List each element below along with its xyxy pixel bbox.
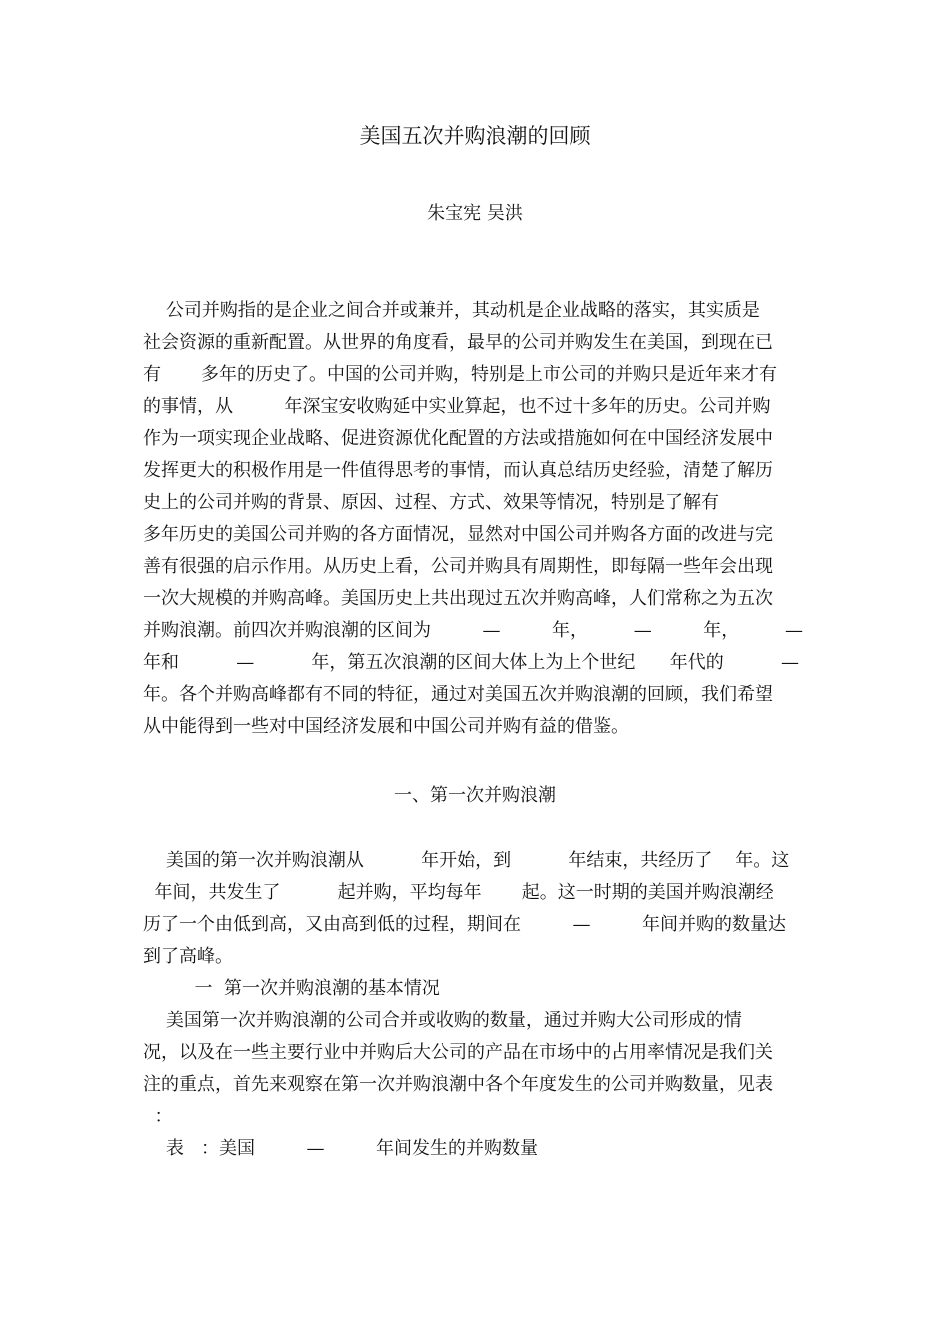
text-line: 有 多年的历史了。中国的公司并购，特别是上市公司的并购只是近年来才有 <box>143 364 778 385</box>
text-line: 一次大规模的并购高峰。美国历史上共出现过五次并购高峰，人们常称之为五次 <box>143 588 773 609</box>
text-line: ： <box>143 1106 173 1127</box>
text-line: 年间，共发生了 起并购，平均每年 起。这一时期的美国并购浪潮经 <box>143 882 774 903</box>
text-line: 历了一个由低到高，又由高到低的过程，期间在 — 年间并购的数量达 <box>143 914 786 935</box>
section-heading: 一、第一次并购浪潮 <box>394 785 556 806</box>
document-authors: 朱宝宪 吴洪 <box>427 203 523 224</box>
text-line: 公司并购指的是企业之间合并或兼并，其动机是企业战略的落实，其实质是 <box>143 300 760 321</box>
text-line: 年。各个并购高峰都有不同的特征，通过对美国五次并购浪潮的回顾，我们希望 <box>143 684 773 705</box>
text-line: 美国的第一次并购浪潮从 年开始，到 年结束，共经历了 年。这 <box>143 850 790 871</box>
text-line: 社会资源的重新配置。从世界的角度看，最早的公司并购发生在美国，到现在已 <box>143 332 773 353</box>
text-line: 美国第一次并购浪潮的公司合并或收购的数量，通过并购大公司形成的情 <box>143 1010 742 1031</box>
text-line: 年和 — 年，第五次浪潮的区间大体上为上个世纪 年代的 — <box>143 652 799 673</box>
text-line: 的事情，从 年深宝安收购延中实业算起，也不过十多年的历史。公司并购 <box>143 396 771 417</box>
subsection-heading: 一 第一次并购浪潮的基本情况 <box>143 978 440 999</box>
text-line: 发挥更大的积极作用是一件值得思考的事情，而认真总结历史经验，清楚了解历 <box>143 460 773 481</box>
text-line: 况，以及在一些主要行业中并购后大公司的产品在市场中的占用率情况是我们关 <box>143 1042 773 1063</box>
text-line: 并购浪潮。前四次并购浪潮的区间为 — 年， — 年， — <box>143 620 804 641</box>
text-line: 多年历史的美国公司并购的各方面情况，显然对中国公司并购各方面的改进与完 <box>143 524 773 545</box>
text-line: 注的重点，首先来观察在第一次并购浪潮中各个年度发生的公司并购数量，见表 <box>143 1074 773 1095</box>
text-line: 从中能得到一些对中国经济发展和中国公司并购有益的借鉴。 <box>143 716 629 737</box>
document-title: 美国五次并购浪潮的回顾 <box>359 124 591 148</box>
text-line: 作为一项实现企业战略、促进资源优化配置的方法或措施如何在中国经济发展中 <box>143 428 773 449</box>
text-line: 善有很强的启示作用。从历史上看，公司并购具有周期性，即每隔一些年会出现 <box>143 556 773 577</box>
table-caption: 表 ：美国 — 年间发生的并购数量 <box>143 1138 539 1159</box>
text-line: 史上的公司并购的背景、原因、过程、方式、效果等情况，特别是了解有 <box>143 492 719 513</box>
text-line: 到了高峰。 <box>143 946 233 967</box>
